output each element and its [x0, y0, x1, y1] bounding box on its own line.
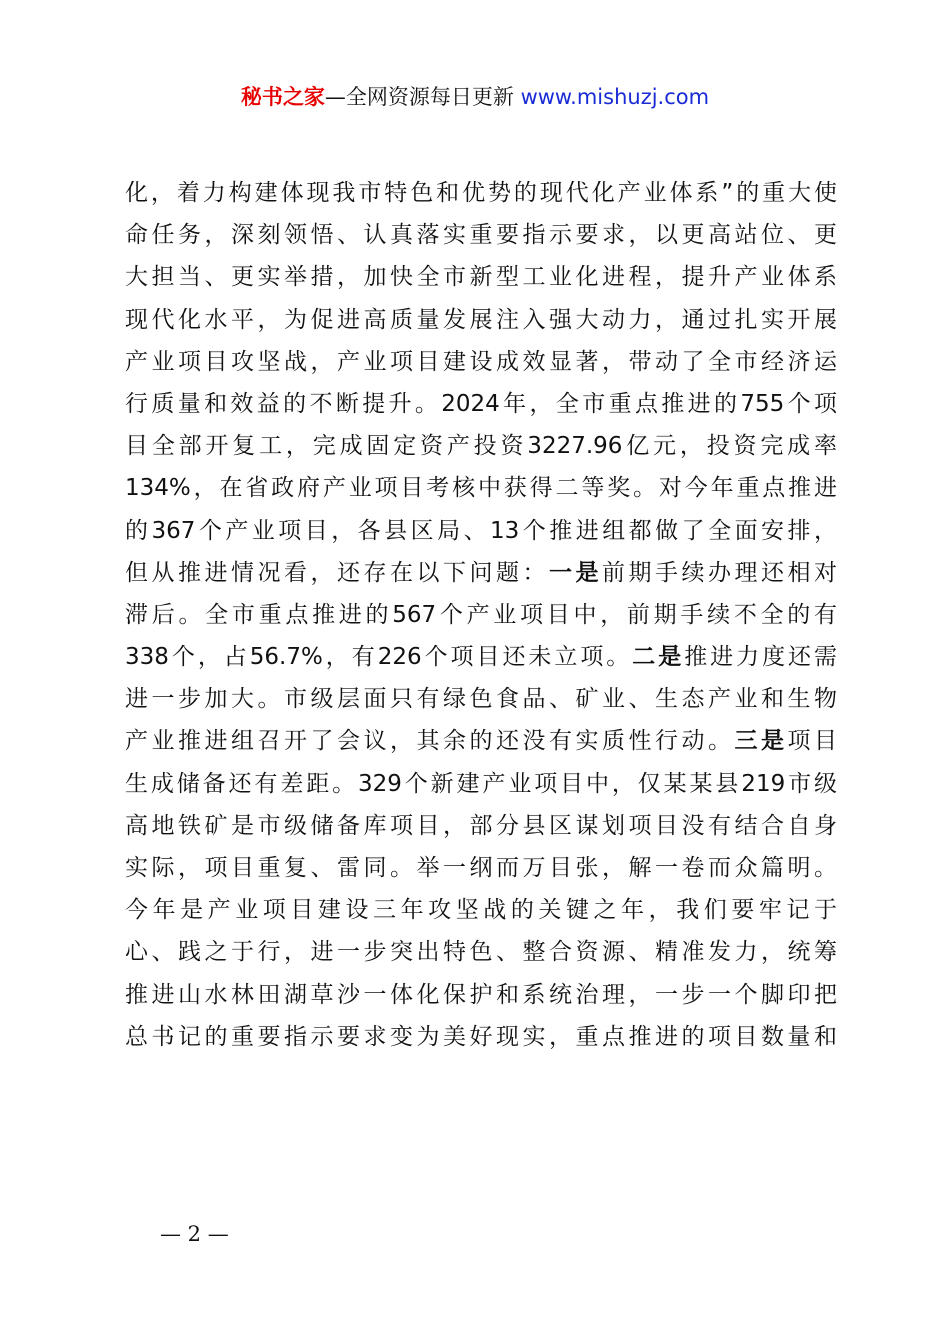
- paragraph-line: 今年是产业项目建设三年攻坚战的关键之年，我们要牢记于: [125, 897, 837, 924]
- brand-name: 秘书之家: [240, 85, 325, 109]
- line-segment: 项目: [787, 728, 837, 755]
- paragraph-line: 目全部开复工，完成固定资产投资3227.96亿元，投资完成率: [125, 433, 837, 460]
- paragraph-line: 命任务，深刻领悟、认真落实重要指示要求，以更高站位、更: [125, 222, 837, 249]
- paragraph-line: 推进山水林田湖草沙一体化保护和系统治理，一步一个脚印把: [125, 981, 837, 1008]
- emphasis-marker: 三是: [734, 728, 788, 755]
- paragraph-line: [125, 636, 837, 678]
- line-segment: 产业推进组召开了会议，其余的还没有实质性行动。: [125, 728, 735, 755]
- paragraph-line: [125, 720, 837, 762]
- emphasis-marker: 二是: [632, 644, 685, 671]
- paragraph-line: 化，着力构建体现我市特色和优势的现代化产业体系”的重大使: [125, 180, 837, 206]
- paragraph-line: 134%，在省政府产业项目考核中获得二等奖。对今年重点推进: [125, 475, 837, 502]
- paragraph-line: [125, 552, 837, 594]
- line-segment: 338个，占56.7%，有226个项目还未立项。: [125, 644, 633, 671]
- paragraph-line: 高地铁矿是市级储备库项目，部分县区谋划项目没有结合自身: [125, 812, 837, 839]
- page-number: — 2 —: [160, 1222, 229, 1246]
- paragraph-line: 的367个产业项目，各县区局、13个推进组都做了全面安排，: [125, 517, 837, 544]
- paragraph-line: 行质量和效益的不断提升。2024年，全市重点推进的755个项: [125, 390, 837, 417]
- site-url-link[interactable]: www.mishuzj.com: [520, 85, 710, 109]
- paragraph-line: 现代化水平，为促进高质量发展注入强大动力，通过扎实开展: [125, 306, 837, 333]
- paragraph-line: 实际，项目重复、雷同。举一纲而万目张，解一卷而众篇明。: [125, 855, 837, 881]
- emphasis-marker: 一是: [549, 559, 602, 586]
- line-segment: 但从推进情况看，还存在以下问题：: [125, 559, 549, 586]
- line-segment: 推进力度还需: [684, 644, 837, 671]
- paragraph-line: 进一步加大。市级层面只有绿色食品、矿业、生态产业和生物: [125, 686, 837, 713]
- line-segment: 前期手续办理还相对: [602, 559, 837, 586]
- page-header: [0, 80, 950, 114]
- paragraph-line: 心、践之于行，进一步突出特色、整合资源、精准发力，统筹: [125, 939, 837, 966]
- paragraph-line: 产业项目攻坚战，产业项目建设成效显著，带动了全市经济运: [125, 348, 837, 375]
- paragraph-line: 大担当、更实举措，加快全市新型工业化进程，提升产业体系: [125, 264, 837, 291]
- paragraph-line: 总书记的重要指示要求变为美好现实，重点推进的项目数量和: [125, 1023, 837, 1050]
- header-tagline: —全网资源每日更新: [324, 85, 514, 109]
- paragraph-line: 滞后。全市重点推进的567个产业项目中，前期手续不全的有: [125, 601, 837, 628]
- paragraph-line: 生成储备还有差距。329个新建产业项目中，仅某某县219市级: [125, 770, 837, 797]
- document-body: [125, 172, 837, 1058]
